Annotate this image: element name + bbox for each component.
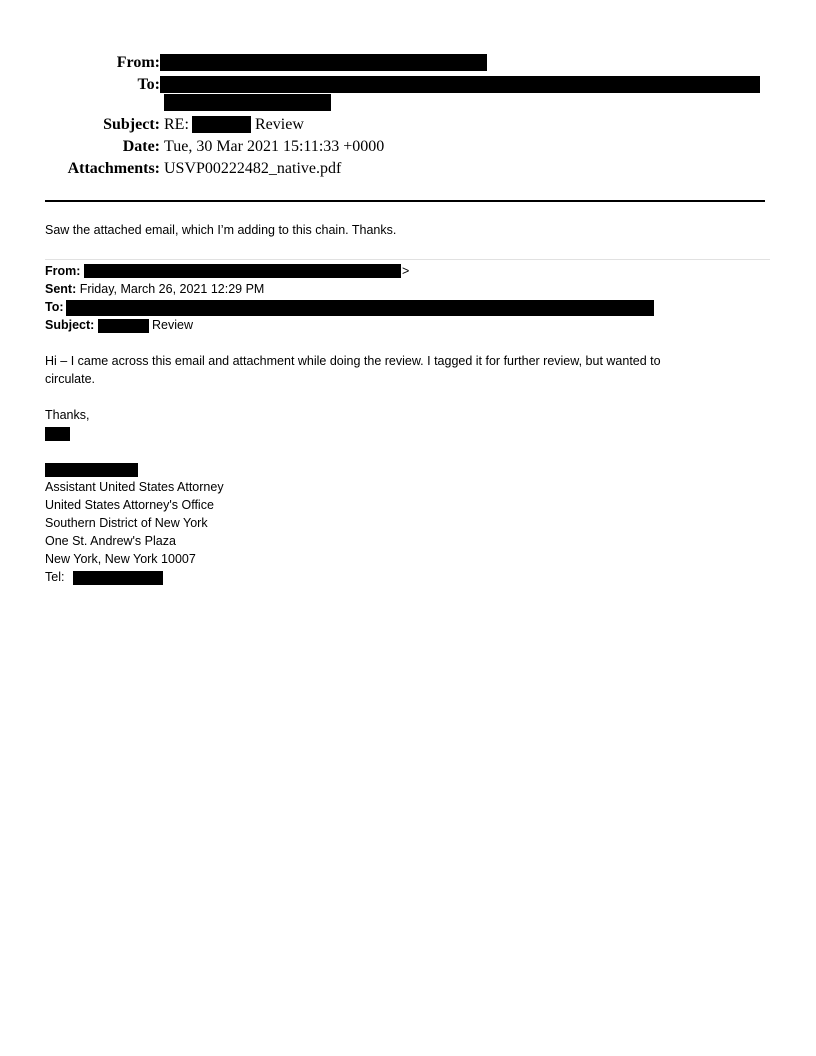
sig-office: United States Attorney's Office (45, 498, 214, 512)
attachments-label: Attachments: (67, 160, 160, 177)
redacted-from (160, 54, 487, 71)
fwd-to-label: To: (45, 300, 64, 314)
from-label: From: (116, 54, 160, 71)
redacted-fwd-from (84, 264, 401, 278)
fwd-from-label: From: (45, 264, 81, 278)
to-label: To: (137, 76, 160, 93)
subject-prefix: RE: (164, 116, 189, 133)
subject-label: Subject: (103, 116, 160, 133)
sig-tel-label: Tel: (45, 570, 65, 584)
fwd-subject-suffix: Review (152, 318, 193, 332)
attachment-filename[interactable]: USVP00222482_native.pdf (164, 160, 342, 177)
fwd-subject-label: Subject: (45, 318, 95, 332)
redacted-signature-name (45, 463, 138, 477)
sig-title: Assistant United States Attorney (45, 480, 224, 494)
date-value: Tue, 30 Mar 2021 15:11:33 +0000 (164, 138, 385, 155)
redacted-to-line1 (160, 76, 760, 93)
fwd-body-line1: Hi – I came across this email and attachment while doing the review. I tagged it for further review, but wanted to (45, 354, 661, 368)
redacted-tel (73, 571, 163, 585)
redacted-subject (192, 116, 251, 133)
sig-address1: One St. Andrew's Plaza (45, 534, 176, 548)
sig-address2: New York, New York 10007 (45, 552, 196, 566)
header-divider (45, 200, 765, 202)
fwd-sent-value: Friday, March 26, 2021 12:29 PM (79, 282, 265, 296)
sig-district: Southern District of New York (45, 516, 208, 530)
forward-divider (45, 259, 770, 260)
redacted-sender-initials (45, 427, 70, 441)
fwd-from-suffix: > (402, 264, 410, 278)
redacted-fwd-subject (98, 319, 149, 333)
date-label: Date: (122, 138, 160, 155)
subject-suffix: Review (255, 116, 304, 133)
fwd-thanks: Thanks, (45, 408, 90, 422)
reply-body: Saw the attached email, which I’m adding to this chain. Thanks. (45, 223, 397, 237)
redacted-to-line2 (164, 94, 331, 111)
fwd-sent-label: Sent: (45, 282, 77, 296)
fwd-body-line2: circulate. (45, 372, 96, 386)
redacted-fwd-to (66, 300, 654, 316)
